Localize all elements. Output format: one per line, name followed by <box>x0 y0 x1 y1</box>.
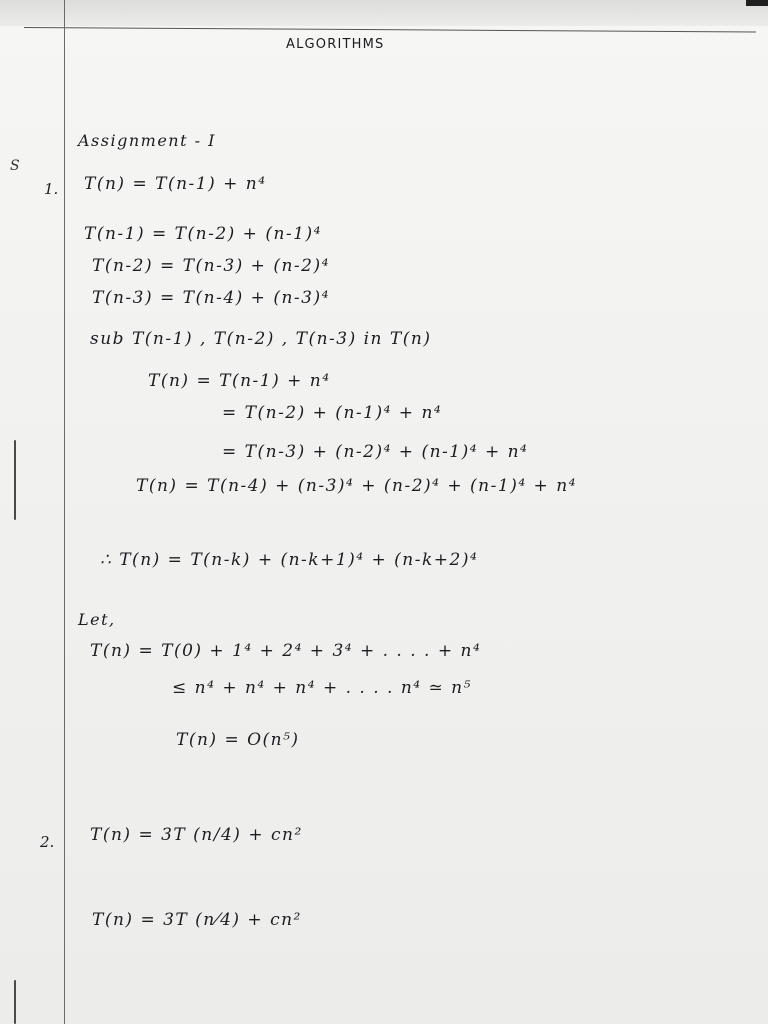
equation-line: Let, <box>78 610 116 629</box>
binder-mark <box>14 980 16 1024</box>
equation-line: T(n) = T(0) + 1⁴ + 2⁴ + 3⁴ + . . . . + n⁴ <box>90 641 482 661</box>
corner-shadow <box>746 0 768 6</box>
equation-line: T(n-1) = T(n-2) + (n-1)⁴ <box>84 224 322 244</box>
equation-line: T(n) = T(n-1) + n⁴ <box>84 174 267 194</box>
question-number: 1. <box>44 180 59 198</box>
page-title: ALGORITHMS <box>286 37 385 52</box>
margin-mark: S <box>10 158 20 174</box>
header-rule-line <box>24 27 756 32</box>
margin-rule-line <box>64 0 65 1024</box>
equation-line: ∴ T(n) = T(n-k) + (n-k+1)⁴ + (n-k+2)⁴ <box>100 550 479 570</box>
equation-line: = T(n-2) + (n-1)⁴ + n⁴ <box>222 403 443 423</box>
equation-line: T(n) = T(n-4) + (n-3)⁴ + (n-2)⁴ + (n-1)⁴ + n⁴ <box>136 476 577 496</box>
equation-line: T(n) = 3T (n⁄4) + cn² <box>92 910 302 930</box>
equation-line: T(n) = O(n⁵) <box>176 730 300 750</box>
equation-line: T(n-2) = T(n-3) + (n-2)⁴ <box>92 256 330 276</box>
question-number: 2. <box>40 833 55 851</box>
equation-line: T(n-3) = T(n-4) + (n-3)⁴ <box>92 288 330 308</box>
equation-line: T(n) = 3T (n/4) + cn² <box>90 825 303 845</box>
page-top-strip <box>0 0 768 26</box>
binder-mark <box>14 440 16 520</box>
equation-line: T(n) = T(n-1) + n⁴ <box>148 371 331 391</box>
assignment-heading: Assignment - I <box>78 131 216 150</box>
equation-line: ≤ n⁴ + n⁴ + n⁴ + . . . . n⁴ ≃ n⁵ <box>172 678 472 698</box>
equation-line: sub T(n-1) , T(n-2) , T(n-3) in T(n) <box>90 329 432 349</box>
equation-line: = T(n-3) + (n-2)⁴ + (n-1)⁴ + n⁴ <box>222 442 529 462</box>
